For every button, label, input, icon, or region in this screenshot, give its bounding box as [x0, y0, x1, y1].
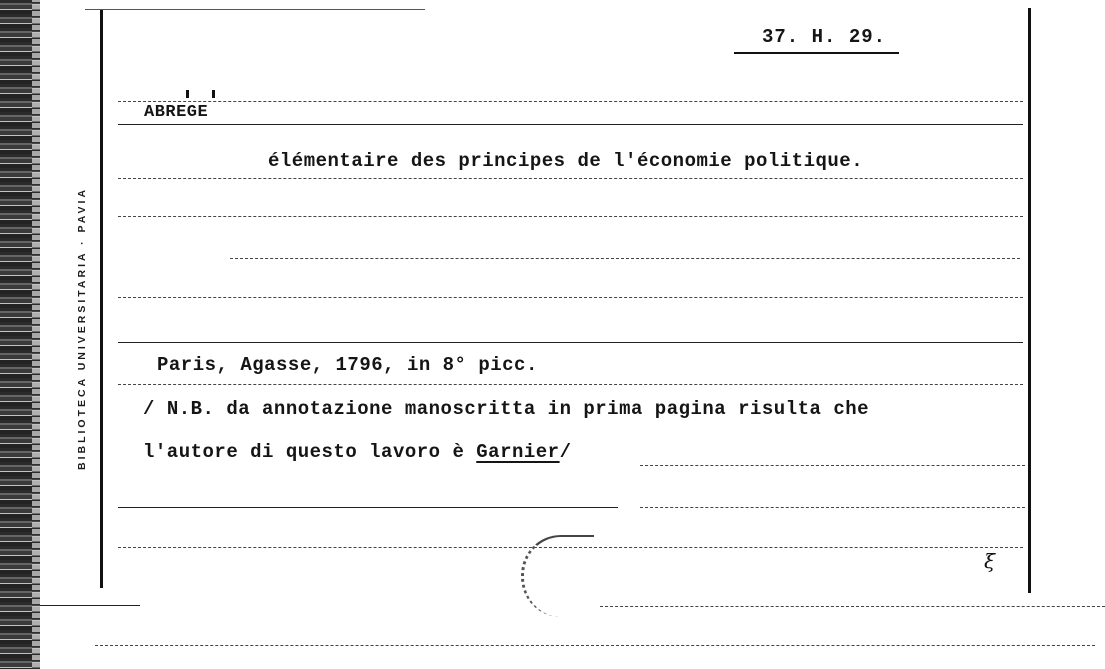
note-line-1 — [143, 398, 869, 420]
shelfmark: 37. H. 29. — [762, 26, 887, 48]
ruled-line — [118, 216, 1023, 217]
ruled-line — [118, 384, 1023, 385]
note-line-2 — [143, 441, 572, 463]
note-close-bracket: / — [559, 441, 572, 463]
ruled-line — [640, 507, 1025, 508]
note-text-2: l'autore di questo lavoro è — [143, 441, 465, 463]
ruled-line — [640, 465, 1025, 466]
ruled-line — [118, 342, 1023, 343]
ruled-line — [600, 606, 1105, 607]
title-heading: ABREGE — [144, 103, 209, 122]
right-margin-rule — [1028, 8, 1031, 593]
ruled-line — [118, 297, 1023, 298]
note-text-1: N.B. da annotazione manoscritta in prima pagina risulta che — [166, 398, 870, 420]
accent-marks — [186, 90, 216, 100]
ruled-line — [118, 124, 1023, 125]
note-author: Garnier — [476, 441, 560, 463]
ruled-line — [230, 258, 1020, 259]
card-bottom-edge — [40, 605, 140, 606]
ruled-line — [118, 507, 618, 508]
top-rule — [85, 9, 425, 10]
left-margin-rule — [100, 10, 103, 588]
imprint-line: Paris, Agasse, 1796, in 8° picc. — [157, 354, 538, 376]
card-bottom-edge — [95, 645, 1095, 646]
title-continuation: élémentaire des principes de l'économie politique. — [268, 150, 864, 172]
binding-edge — [0, 0, 40, 669]
ruled-line — [118, 178, 1023, 179]
ruled-line — [118, 101, 1023, 102]
punch-hole-mark — [521, 535, 594, 617]
library-stamp: BIBLIOTECA UNIVERSITARIA · PAVIA — [76, 186, 88, 470]
note-open-bracket: / — [143, 398, 155, 420]
shelfmark-underline — [734, 52, 899, 54]
handwritten-mark: ξ — [984, 549, 996, 573]
